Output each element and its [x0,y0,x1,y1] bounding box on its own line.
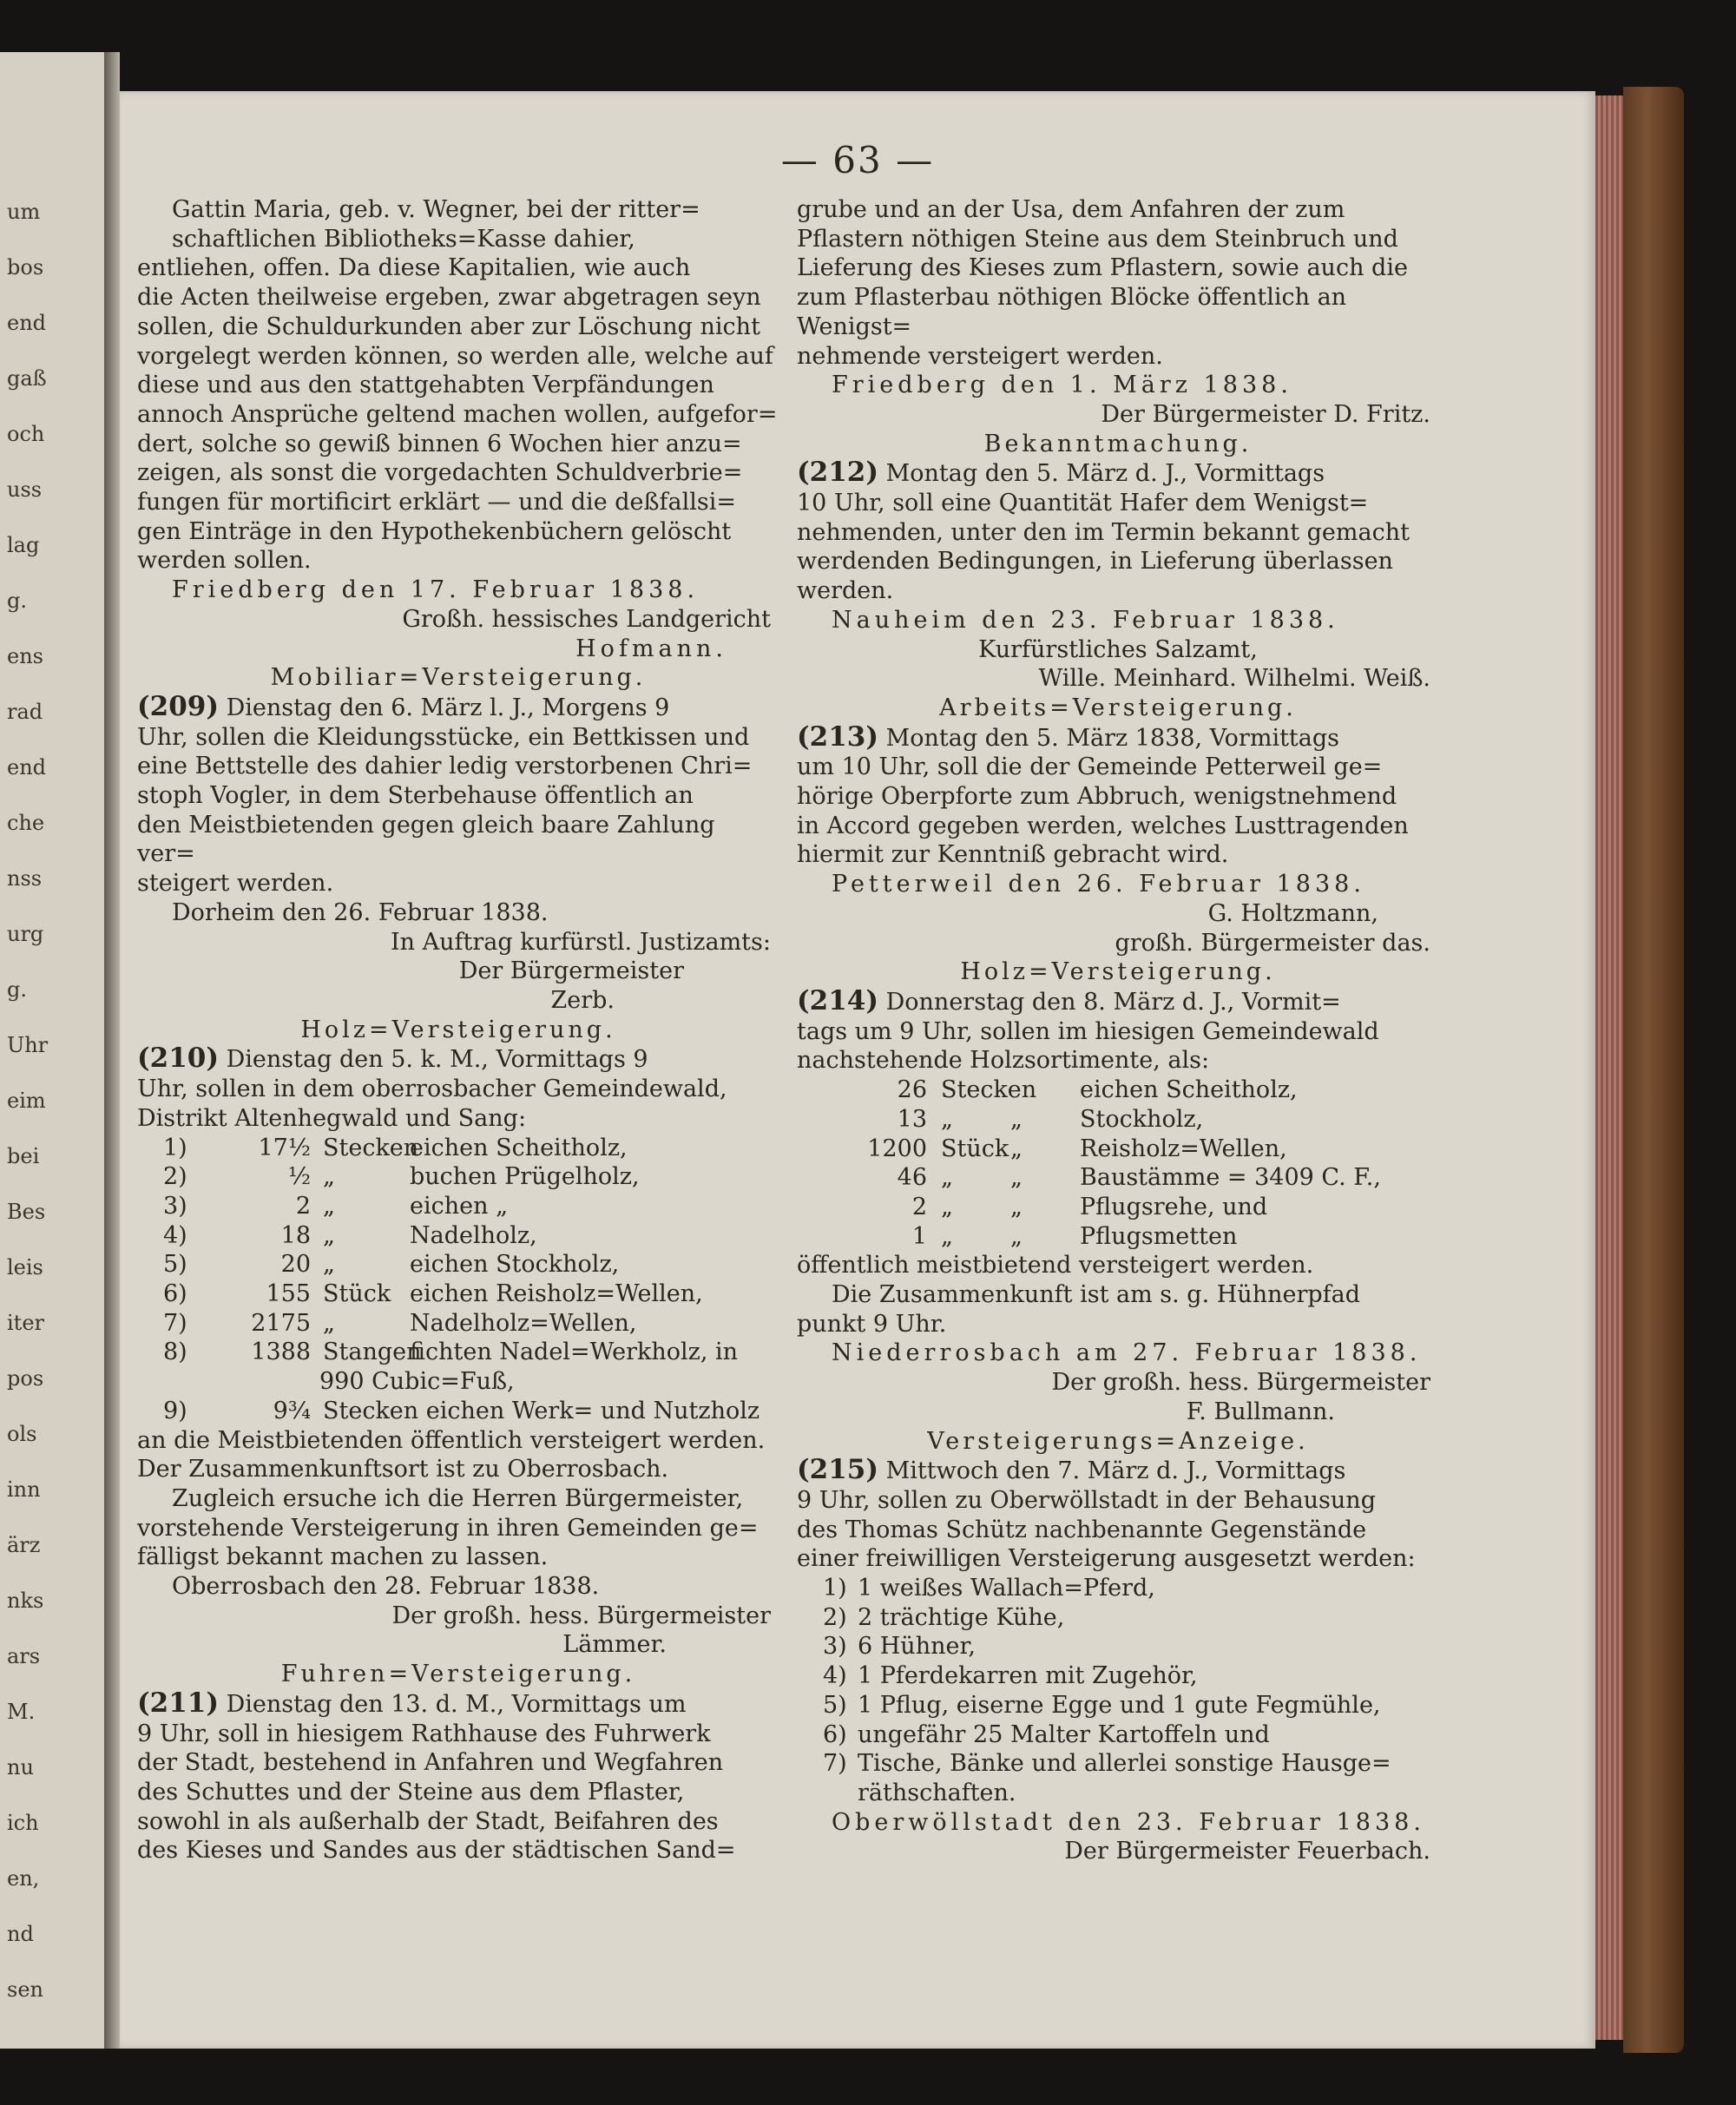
list-item [137,1134,779,1163]
item-unit: „ [941,1222,953,1250]
list-item [797,1749,1439,1779]
text-line: des Schuttes und der Steine aus dem Pflaster, [137,1778,685,1806]
item-quantity: 1388 [251,1339,311,1366]
list-item [797,1135,1439,1164]
text-line: vorgelegt werden können, so werden alle, welche auf [137,342,773,370]
text-line: Montag den 5. März d. J., Vormittags [885,460,1325,488]
text-line: steigert werden. [137,870,334,898]
item-description: 6 Hühner, [858,1633,976,1661]
margin-fragment: gaß [7,366,47,391]
notice-heading: Holz=Versteigerung. [960,958,1276,986]
text-line: Gattin Maria, geb. v. Wegner, bei der ritter= [172,196,700,223]
list-item [797,1222,1439,1252]
margin-fragment: bos [7,255,44,280]
text-line: nachstehende Holzsortimente, als: [797,1047,1210,1075]
text-line: punkt 9 Uhr. [797,1310,947,1338]
item-unit: Stangen [323,1339,422,1366]
margin-fragment: sen [7,1977,43,2002]
text-line: annoch Ansprüche geltend machen wollen, aufgefor= [137,400,778,428]
text-line: Distrikt Altenhegwald und Sang: [137,1104,527,1132]
margin-fragment: end [7,311,47,335]
item-unit: „ [941,1164,953,1192]
list-item [797,1076,1439,1105]
right-column [797,195,1439,1866]
signature: Der Bürgermeister [458,957,684,985]
text-line: tags um 9 Uhr, sollen im hiesigen Gemeindewald [797,1017,1379,1045]
item-quantity: 13 [897,1105,927,1133]
signature: Der großh. hess. Bürgermeister [391,1602,771,1629]
item-unit: Stecken [941,1076,1037,1104]
margin-fragment: och [7,422,45,446]
item-list [137,1134,779,1368]
text-line: zeigen, als sonst die vorgedachten Schuldverbrie= [137,459,743,487]
text-line: die Acten theilweise ergeben, zwar abgetragen seyn [137,284,761,312]
item-description: Nadelholz, [410,1221,537,1249]
signature: Wille. Meinhard. Wilhelmi. Weiß. [1038,665,1430,693]
item-unit: „ [323,1192,335,1220]
notice-number: (213) [797,720,879,753]
margin-fragment: iter [7,1311,44,1335]
list-item [797,1632,1439,1661]
list-item [137,1250,779,1279]
text-line: Uhr, sollen in dem oberrosbacher Gemeindewald, [137,1076,727,1103]
item-description: 1 weißes Wallach=Pferd, [858,1575,1155,1602]
signature: Der Bürgermeister D. Fritz. [1101,400,1430,428]
item-description: Reisholz=Wellen, [1080,1135,1287,1162]
item-number: 5) [823,1691,847,1719]
signature: In Auftrag kurfürstl. Justizamts: [391,928,771,956]
margin-fragment: nss [7,866,43,891]
text-line: werdenden Bedingungen, in Lieferung überlassen [797,548,1393,576]
margin-fragment: ich [7,1811,39,1835]
item-description: 2 trächtige Kühe, [858,1603,1065,1631]
text-line: Dienstag den 13. d. M., Vormittags um [226,1690,687,1718]
margin-fragment: ols [7,1422,37,1446]
list-item [797,1574,1439,1603]
left-column [137,195,779,1865]
item-unit: Stück [941,1135,1009,1162]
text-line: 9 Uhr, sollen zu Oberwöllstadt in der Behausung [797,1486,1376,1514]
item-list [797,1076,1439,1251]
notice-number: (211) [137,1687,220,1719]
notice-heading: Versteigerungs=Anzeige. [927,1427,1309,1455]
item-unit: „ [941,1193,953,1220]
notice-text [797,984,1439,1017]
item-description: 1 Pflug, eiserne Egge und 1 gute Fegmühle, [858,1691,1381,1719]
page-edges [1593,95,1623,2040]
text-line: Die Zusammenkunft ist am s. g. Hühnerpfad [832,1281,1361,1309]
item-ditto: „ [1010,1164,1023,1192]
text-line: der Stadt, bestehend in Anfahren und Wegfahren [137,1749,724,1777]
item-quantity: 18 [280,1221,311,1249]
text-line: nehmenden, unter den im Termin bekannt gemacht [797,518,1410,546]
item-description: Nadelholz=Wellen, [410,1309,637,1337]
notice-text [137,1689,779,1720]
text-line: fungen für mortificirt erklärt — und die deßfallsi= [137,489,737,516]
place-date: Friedberg den 17. Februar 1838. [172,576,700,604]
text-line: grube und an der Usa, dem Anfahren der zum [797,196,1345,223]
item-description: eichen Scheitholz, [410,1134,628,1161]
text-line: 10 Uhr, soll eine Quantität Hafer dem Wenigst= [797,490,1369,517]
item-description: Pflugsrehe, und [1080,1193,1268,1220]
book-gutter [104,52,120,2049]
signature: Großh. hessisches Landgericht [402,605,771,633]
place-date: Friedberg den 1. März 1838. [832,372,1292,399]
margin-fragment: urg [7,922,44,946]
item-quantity: 1200 [867,1135,927,1162]
text-line: Zugleich ersuche ich die Herren Bürgermeister, [172,1484,744,1512]
notice-text [137,1044,779,1075]
item-description: Stockholz, [1080,1105,1204,1133]
list-item [797,1661,1439,1691]
signature: G. Holtzmann, [1207,899,1378,927]
item-list [797,1574,1439,1779]
item-description: Baustämme = 3409 C. F., [1080,1164,1381,1192]
item-description: 1 Pferdekarren mit Zugehör, [858,1662,1198,1690]
text-line: Dienstag den 5. k. M., Vormittags 9 [226,1046,648,1074]
notice-heading: Arbeits=Versteigerung. [939,694,1297,721]
signature: Zerb. [550,986,615,1014]
text-line: hörige Oberpforte zum Abbruch, wenigstnehmend [797,783,1397,811]
item-quantity: 2 [295,1192,311,1220]
item-ditto: „ [1010,1193,1023,1220]
item-number: 8) [163,1339,187,1366]
text-line: einer freiwilligen Versteigerung ausgesetzt werden: [797,1545,1416,1573]
notice-text [797,720,1439,753]
item-description: eichen Scheitholz, [1080,1076,1298,1104]
text-line: in Accord gegeben werden, welches Lusttragenden [797,812,1409,839]
place-date: Petterweil den 26. Februar 1838. [832,871,1365,898]
text-line: öffentlich meistbietend versteigert werden. [797,1252,1314,1279]
notice-number: (209) [137,690,220,722]
notice-text [797,1456,1439,1486]
notice-number: (210) [137,1043,220,1075]
list-item [797,1105,1439,1135]
text-line: schaftlichen Bibliotheks=Kasse dahier, [172,225,635,253]
notice-heading: Bekanntmachung. [983,430,1253,457]
item-description: Stecken eichen Werk= und Nutzholz [323,1397,760,1424]
item-number: 6) [823,1720,847,1748]
text-line: werden sollen. [137,547,312,575]
item-number: 1) [163,1134,187,1161]
item-description: ungefähr 25 Malter Kartoffeln und [858,1720,1270,1748]
notice-number: (215) [797,1454,879,1486]
signature: Der Bürgermeister Feuerbach. [1064,1838,1430,1865]
list-item [137,1279,779,1309]
item-quantity: 2 [911,1193,927,1220]
text-line: Donnerstag den 8. März d. J., Vormit= [885,988,1341,1016]
item-unit: „ [323,1309,335,1337]
item-unit: „ [323,1221,335,1249]
item-description: Pflugsmetten [1080,1222,1238,1250]
page-number: — 63 — [780,139,935,181]
margin-fragment: inn [7,1477,41,1502]
text-line: sollen, die Schuldurkunden aber zur Löschung nicht [137,312,760,340]
margin-fragment: nks [7,1589,44,1613]
item-ditto: „ [1010,1222,1023,1250]
margin-fragment: ars [7,1644,41,1668]
item-unit: „ [941,1105,953,1133]
text-line: 990 Cubic=Fuß, [319,1368,515,1396]
margin-fragment: en, [7,1866,40,1891]
notice-number: (214) [797,984,879,1016]
list-item [137,1397,779,1426]
text-line: vorstehende Versteigerung in ihren Gemeinden ge= [137,1514,759,1542]
item-unit: „ [323,1251,335,1279]
item-unit: Stecken [323,1134,419,1161]
item-number: 7) [823,1750,847,1778]
text-line: Pflastern nöthigen Steine aus dem Steinbruch und [797,225,1398,253]
text-line: 9 Uhr, soll in hiesigem Rathhause des Fuhrwerk [137,1720,711,1747]
list-item [137,1221,779,1251]
item-description: fichten Nadel=Werkholz, in [410,1339,739,1366]
place-date: Oberwöllstadt den 23. Februar 1838. [832,1808,1425,1836]
margin-fragment: uss [7,477,43,502]
book-cover [1623,87,1684,2053]
text-line: hiermit zur Kenntniß gebracht wird. [797,841,1229,869]
signature: F. Bullmann. [1186,1398,1335,1425]
text-line: fälligst bekannt machen zu lassen. [137,1543,549,1571]
notice-heading: Mobiliar=Versteigerung. [270,664,647,692]
margin-fragment: lag [7,533,40,557]
item-quantity: 2175 [251,1309,311,1337]
margin-fragment: pos [7,1366,44,1391]
item-description: Tische, Bänke und allerlei sonstige Hausge= [858,1750,1391,1778]
text-line: Dienstag den 6. März l. J., Morgens 9 [226,694,670,721]
item-description: buchen Prügelholz, [410,1163,640,1191]
margin-fragment: che [7,811,45,835]
signature: Lämmer. [562,1631,667,1659]
text-line: werden. [797,577,894,605]
margin-fragment: leis [7,1255,43,1279]
item-quantity: 9¾ [273,1397,311,1424]
notice-text [137,690,779,723]
item-number: 3) [163,1192,187,1220]
text-line: des Kieses und Sandes aus der städtischen Sand= [137,1837,736,1865]
item-number: 2) [163,1163,187,1191]
item-description: eichen Reisholz=Wellen, [410,1280,703,1308]
item-quantity: 20 [280,1251,311,1279]
item-number: 4) [163,1221,187,1249]
margin-fragment: bei [7,1144,40,1168]
text-line: an die Meistbietenden öffentlich versteigert werden. [137,1426,766,1454]
item-description: eichen Stockholz, [410,1251,620,1279]
item-ditto [1010,1076,1080,1105]
margin-fragment: eim [7,1089,46,1113]
notice-text [797,458,1439,489]
margin-fragment: g. [7,589,27,613]
list-item [137,1192,779,1221]
item-quantity: 46 [897,1164,927,1192]
item-unit: Stück [323,1280,391,1308]
margin-fragment: M. [7,1700,36,1724]
notice-number: (212) [797,457,879,489]
item-unit: „ [323,1163,335,1191]
item-ditto: „ [1010,1105,1023,1133]
text-line: Mittwoch den 7. März d. J., Vormittags [885,1457,1346,1485]
item-quantity: 26 [897,1076,927,1104]
list-item [137,1162,779,1192]
list-item [797,1603,1439,1633]
signature: Der großh. hess. Bürgermeister [1051,1369,1430,1397]
margin-fragment: rad [7,700,43,724]
margin-fragment: Uhr [7,1033,49,1057]
item-number: 2) [823,1603,847,1631]
text-line: diese und aus den stattgehabten Verpfändungen [137,372,714,399]
text-line: entliehen, offen. Da diese Kapitalien, wie auch [137,254,691,282]
previous-page-edge [0,52,107,2049]
item-number: 4) [823,1662,847,1690]
list-item [797,1163,1439,1193]
text-line: des Thomas Schütz nachbenannte Gegenstände [797,1516,1367,1543]
margin-fragment: g. [7,977,27,1002]
item-number: 5) [163,1251,187,1279]
margin-fragment: nu [7,1755,34,1779]
place-date: Niederrosbach am 27. Februar 1838. [832,1339,1422,1367]
item-number: 7) [163,1309,187,1337]
list-item [137,1309,779,1339]
list-item [797,1720,1439,1750]
text-line: sowohl in als außerhalb der Stadt, Beifahren des [137,1807,719,1835]
item-quantity: ½ [287,1163,311,1191]
place-date: Oberrosbach den 28. Februar 1838. [172,1573,600,1601]
book-page [120,91,1595,2049]
signature: Kurfürstliches Salzamt, [978,635,1258,663]
item-number: 9) [163,1397,187,1424]
item-number: 1) [823,1575,847,1602]
text-line: Lieferung des Kieses zum Pflastern, sowie auch die [797,254,1408,282]
item-number: 3) [823,1633,847,1661]
margin-fragment: ens [7,644,43,668]
text-line: Der Zusammenkunftsort ist zu Oberrosbach. [137,1456,669,1483]
text-line: stoph Vogler, in dem Sterbehause öffentlich an [137,782,694,810]
place-date: Dorheim den 26. Februar 1838. [172,898,549,926]
item-number: 6) [163,1280,187,1308]
signature: großh. Bürgermeister das. [1115,929,1430,957]
margin-fragment: end [7,755,47,780]
margin-fragment: ärz [7,1533,41,1557]
item-quantity: 17½ [258,1134,311,1161]
signature: Hofmann. [575,635,727,662]
text-line: eine Bettstelle des dahier ledig verstorbenen Chri= [137,753,753,780]
text-line: Montag den 5. März 1838, Vormittags [885,724,1340,752]
item-quantity: 1 [911,1222,927,1250]
margin-fragment: um [7,200,41,224]
text-line: gen Einträge in den Hypothekenbüchern gelöscht [137,517,732,545]
margin-fragment: Bes [7,1200,46,1224]
text-line: dert, solche so gewiß binnen 6 Wochen hier anzu= [137,430,742,457]
list-item [137,1338,779,1367]
list-item [797,1691,1439,1720]
margin-fragment: nd [7,1922,34,1946]
text-line: Uhr, sollen die Kleidungsstücke, ein Bettkissen und [137,723,750,751]
notice-heading: Holz=Versteigerung. [300,1016,616,1043]
text-line: um 10 Uhr, soll die der Gemeinde Petterweil ge= [797,753,1383,781]
notice-heading: Fuhren=Versteigerung. [280,1661,636,1688]
text-line: nehmende versteigert werden. [797,342,1163,370]
item-description: eichen „ [410,1192,509,1220]
text-line: zum Pflasterbau nöthigen Blöcke öffentlich an Wenigst= [797,284,1347,340]
text-line: den Meistbietenden gegen gleich baare Zahlung ver= [137,811,715,868]
item-quantity: 155 [266,1280,311,1308]
item-ditto: „ [1010,1135,1023,1162]
list-item [797,1193,1439,1222]
place-date: Nauheim den 23. Februar 1838. [832,606,1339,634]
text-line: räthschaften. [858,1779,1016,1806]
